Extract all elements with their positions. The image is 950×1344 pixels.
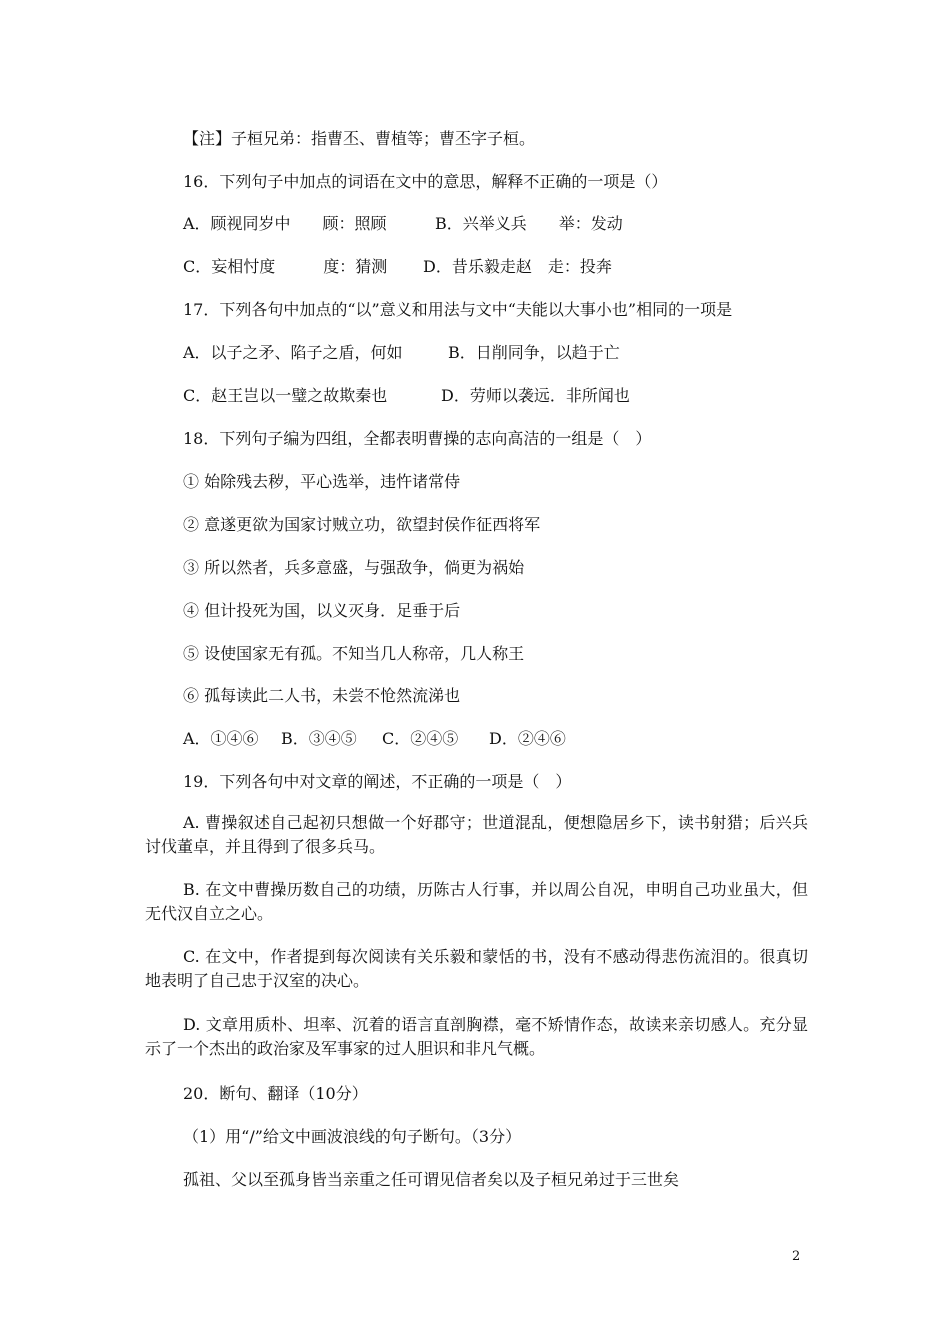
option-19c: C. 在文中，作者提到每次阅读有关乐毅和蒙恬的书，没有不感动得悲伤流泪的。很真切地表明了自己忠于汉室的决心。: [145, 947, 808, 990]
option-18b: B．③④⑤: [281, 729, 357, 748]
question-18-item-1: ① 始除残去秽，平心选举，违忤诸常侍: [183, 472, 461, 491]
question-20-stem: 20．断句、翻译（10分）: [183, 1084, 368, 1103]
question-18-item-2: ② 意遂更欲为国家讨贼立功，欲望封侯作征西将军: [183, 515, 541, 534]
question-16-stem: 16．下列句子中加点的词语在文中的意思，解释不正确的一项是（）: [183, 172, 668, 191]
question-18-item-6: ⑥ 孤每读此二人书，未尝不怆然流涕也: [183, 686, 461, 705]
option-19a: A. 曹操叙述自己起初只想做一个好郡守；世道混乱，便想隐居乡下，读书射猎；后兴兵讨伐董卓，并且得到了很多兵马。: [145, 813, 808, 856]
option-19b: B. 在文中曹操历数自己的功绩，历陈古人行事，并以周公自况，申明自己功业虽大，但无代汉自立之心。: [145, 880, 808, 923]
question-18-item-3: ③ 所以然者，兵多意盛，与强敌争，倘更为祸始: [183, 558, 525, 577]
option-18d: D．②④⑥: [489, 729, 566, 748]
question-18-item-5: ⑤ 设使国家无有孤。不知当几人称帝，几人称王: [183, 644, 525, 663]
option-16b: B．兴举义兵 举：发动: [435, 214, 623, 233]
option-17a: A．以子之矛、陷子之盾，何如: [183, 343, 403, 362]
option-17b: B．日削同争，以趋于亡: [448, 343, 620, 362]
question-17-options-row-1: [183, 343, 620, 363]
question-17-stem: 17．下列各句中加点的“以”意义和用法与文中“夫能以大事小也”相同的一项是: [183, 300, 733, 319]
option-18a: A．①④⑥: [183, 729, 259, 748]
option-16a: A．顾视同岁中 顾：照顾: [183, 214, 387, 233]
question-17-options-row-2: [183, 386, 630, 406]
question-20-text: 孤祖、父以至孤身皆当亲重之任可谓见信者矣以及子桓兄弟过于三世矣: [183, 1170, 680, 1189]
question-18-stem: 18．下列句子编为四组，全都表明曹操的志向高洁的一组是（ ）: [183, 429, 652, 448]
question-16-options-row-1: [183, 214, 623, 234]
question-18-options: [183, 729, 566, 749]
option-19d: D. 文章用质朴、坦率、沉着的语言直剖胸襟，毫不矫情作态，故读来亲切感人。充分显示了一个杰出的政治家及军事家的过人胆识和非凡气概。: [145, 1015, 808, 1058]
question-16-options-row-2: [183, 257, 612, 277]
option-16d: D．昔乐毅走赵 走：投奔: [423, 257, 612, 276]
question-18-item-4: ④ 但计投死为国，以义灭身．足垂于后: [183, 601, 461, 620]
page-number: 2: [792, 1249, 801, 1264]
option-18c: C．②④⑤: [382, 729, 459, 748]
note-line: 【注】子桓兄弟：指曹丕、曹植等；曹丕字子桓。: [183, 129, 536, 148]
question-19-stem: 19．下列各句中对文章的阐述，不正确的一项是（ ）: [183, 772, 572, 791]
option-17c: C．赵王岂以一璧之故欺秦也: [183, 386, 388, 405]
question-20-sub1: （1）用“/”给文中画波浪线的句子断句。（3分）: [183, 1127, 522, 1146]
option-16c: C．妄相忖度 度：猜测: [183, 257, 388, 276]
option-17d: D．劳师以袭远．非所闻也: [441, 386, 630, 405]
